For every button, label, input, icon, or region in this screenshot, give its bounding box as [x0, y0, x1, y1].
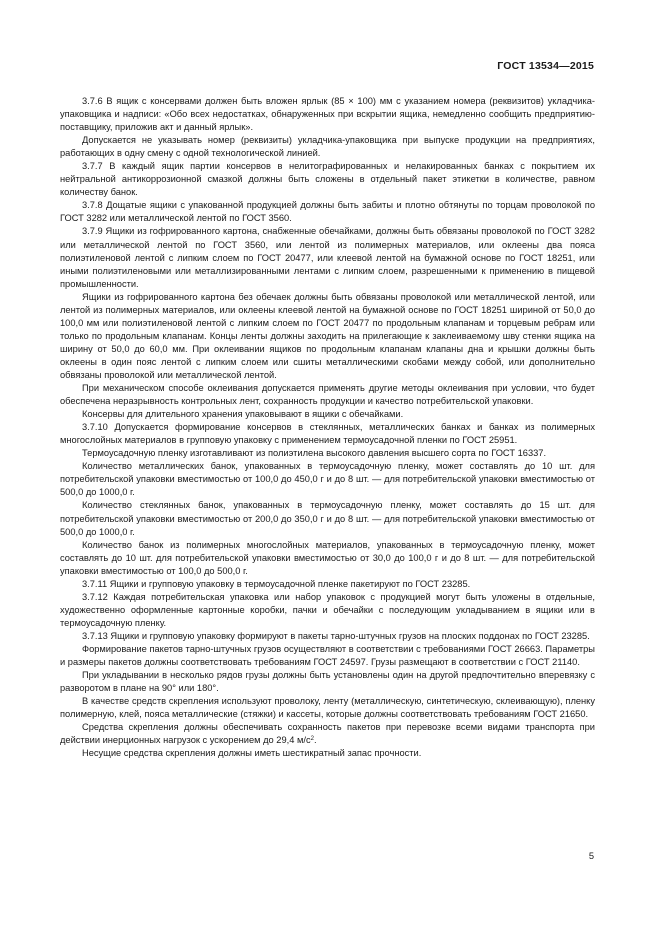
paragraph-3-7-13: 3.7.13 Ящики и групповую упаковку формируют в пакеты тарно-штучных грузов на плоских поддонах по ГОСТ 23285. [82, 630, 590, 641]
paragraph-acceleration [60, 721, 595, 747]
paragraph-mechanical-taping: При механическом способе оклеивания допускается применять другие методы оклеивания при условии, что будет обеспечена неразрывность контрольных лент, сохранность продукции и качество потребительской упаковки. [60, 383, 595, 407]
paragraph-3-7-6: 3.7.6 В ящик с консервами должен быть вложен ярлык (85 × 100) мм с указанием номера (реквизитов) укладчика-упаковщика и надписи: «Обо всех недостатках, обнаруженных при вскрытии ящика, немедленно сообщить предприятию-поставщику, приложив акт и данный ярлык». [60, 96, 595, 133]
acceleration-superscript: 2 [310, 736, 314, 743]
paragraph-polymer-cans-count: Количество банок из полимерных многослойных материалов, упакованных в термоусадочную пленку, может составлять до 10 шт. для потребительской упаковки вместимостью от 30,0 до 100,0 г и до 8 шт. — для потребительской упаковки вместимостью от 100,0 до 500,0 г. [60, 539, 595, 576]
paragraph-3-7-7: 3.7.7 В каждый ящик партии консервов в нелитографированных и нелакированных банках с покрытием их нейтральной антикоррозионной смазкой должны быть сложены в отдельный пакет этикетки в количестве, равном количеству банок. [60, 161, 595, 198]
paragraph-3-7-12: 3.7.12 Каждая потребительская упаковка или набор упаковок с продукцией могут быть уложены в отдельные, художественно оформленные картонные коробки, пачки и обечайки с последующим укладыванием в ящики или в термоусадочную пленку. [60, 591, 595, 628]
paragraph-shrink-film: Термоусадочную пленку изготавливают из полиэтилена высокого давления высшего сорта по ГОСТ 16337. [82, 448, 547, 459]
paragraph-row-stacking: При укладывании в несколько рядов грузы должны быть установлены один на другой предпочтительно вперевязку с разворотом в плане на 90° или 180°. [60, 670, 595, 694]
paragraph-fastening-means: В качестве средств скрепления используют проволоку, ленту (металлическую, синтетическую, склеивающую), пленку полимерную, клей, пояса металлические (стяжки) и кассеты, которые должны соответствовать требованиям ГОСТ 21650. [60, 696, 595, 720]
paragraph-glass-jars-count: Количество стеклянных банок, упакованных в термоусадочную пленку, может составлять до 15 шт. для потребительской упаковки вместимостью от 200,0 до 350,0 г и до 8 шт. — для потребительской упаковки вместимостью от 500,0 до 1000,0 г. [60, 500, 595, 537]
acceleration-tail: . [313, 735, 317, 746]
page-number: 5 [588, 851, 594, 861]
standard-header: ГОСТ 13534—2015 [497, 60, 594, 72]
paragraph-3-7-8: 3.7.8 Дощатые ящики с упакованной продукцией должны быть забиты и плотно обтянуты по торцам проволокой по ГОСТ 3282 или металлической лентой по ГОСТ 3560. [60, 200, 595, 224]
paragraph-3-7-9: 3.7.9 Ящики из гофрированного картона, снабженные обечайками, должны быть обвязаны проволокой по ГОСТ 3282 или металлической лентой по ГОСТ 3560, или лентой из полимерных материалов, или оклеены два пояса полиэтиленовой лентой с липким слоем по ГОСТ 20477, или клеевой лентой на бумажной основе по ГОСТ 18251, или иными полиэтиленовыми или металлизированными лентами с липким слоем, разрешенными к применению в пищевой промышленности. [60, 226, 595, 289]
paragraph-strength-margin: Несущие средства скрепления должны иметь шестикратный запас прочности. [82, 748, 422, 759]
document-body [60, 95, 595, 760]
paragraph-long-storage: Консервы для длительного хранения упаковывают в ящики с обечайками. [82, 409, 404, 420]
acceleration-text: Средства скрепления должны обеспечивать сохранность пакетов при перевозке всеми видами транспорта при действии инерционных нагрузок с ускорением до 29,4 м/с [60, 722, 595, 746]
paragraph-3-7-11: 3.7.11 Ящики и групповую упаковку в термоусадочной пленке пакетируют по ГОСТ 23285. [82, 578, 471, 589]
paragraph-package-forming: Формирование пакетов тарно-штучных грузов осуществляют в соответствии с требованиями ГОСТ 26663. Параметры и размеры пакетов должны соответствовать требованиям ГОСТ 24597. Грузы размещают в соответствии с ГОСТ 21140. [60, 643, 595, 668]
paragraph-metal-cans-count: Количество металлических банок, упакованных в термоусадочную пленку, может составлять до 10 шт. для потребительской упаковки вместимостью от 100,0 до 450,0 г и до 8 шт. — для потребительской упаковки вместимостью от 500,0 до 1000,0 г. [60, 461, 595, 498]
paragraph-boxes-without-sleeves: Ящики из гофрированного картона без обечаек должны быть обвязаны проволокой или металлической лентой, или лентой из полимерных материалов, или оклеены клеевой лентой на бумажной основе по ГОСТ 18251 шириной от 50,0 до 100,0 мм или полиэтиленовой лентой с липким слоем по ГОСТ 20477 по продольным клапанам и торцевым ребрам или только по продольным клапанам. Концы ленты должны заходить на прилегающие к заклеиваемому шву стенки ящика на ширину от 50,0 до 60,0 мм. При оклеивании ящиков по продольным клапанам клапаны дна и крышки должны быть оклеены в один пояс лентой с липким слоем или сшиты металлическими скобами между собой, или дополнительно обвязаны проволокой или металлической лентой. [60, 291, 595, 380]
paragraph-single-shift-note: Допускается не указывать номер (реквизиты) укладчика-упаковщика при выпуске продукции на предприятиях, работающих в одну смену с одной технологической линией. [60, 135, 595, 159]
paragraph-3-7-10: 3.7.10 Допускается формирование консервов в стеклянных, металлических банках и банках из полимерных многослойных материалов в групповую упаковку с применением термоусадочной пленки по ГОСТ 25951. [60, 422, 595, 446]
